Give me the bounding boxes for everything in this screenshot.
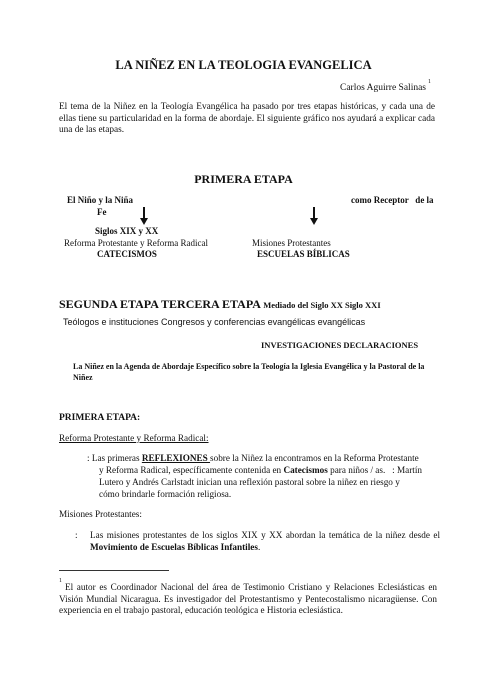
- agenda-label: La Niñez en la Agenda de Abordaje Específico sobre la Teología la Iglesia Evangélica y la Pastoral de la Niñez: [73, 362, 425, 382]
- intro-paragraph: El tema de la Niñez en la Teología Evangélica ha pasado por tres etapas históricas, y cada una de ellas tiene su particularidad en la forma de abordaje. El siguiente gráfico nos ayudará a explicar cada una de las etapas.: [59, 102, 435, 135]
- siglos-label: Siglos XIX y XX: [95, 226, 159, 236]
- p2-text: Las misiones protestantes de los siglos XIX y XX abordan la temática de la niñez desde el: [90, 530, 440, 540]
- footnote-mark: 1: [428, 79, 431, 85]
- footnote-text: El autor es Coordinador Nacional del área de Testimonio Cristiano y Relaciones Eclesiásticas en Visión Mundial Nicaragua. Es investigador del Protestantismo y Pentecostalismo nicaragüense. Con experiencia en el trabajo pastoral, educación teológica e Historia eclesiástica.: [59, 582, 437, 615]
- paragraph-2: [90, 530, 440, 553]
- reflexiones-word: REFLEXIONES: [141, 453, 211, 463]
- p1-prefix: : Las primeras: [87, 453, 142, 463]
- investigaciones-label: INVESTIGACIONES DECLARACIONES: [261, 340, 419, 350]
- misiones-subheading: Misiones Protestantes:: [59, 509, 142, 519]
- p1-l2-a: y Reforma Radical, específicamente contenida en: [99, 465, 284, 475]
- paragraph-1-line-3: Lutero y Andrés Carlstadt inician una reflexión pastoral sobre la niñez en riesgo y: [99, 477, 400, 487]
- p2-end: .: [257, 541, 261, 552]
- segunda-tercera-heading: [59, 297, 381, 312]
- receptor-label: como Receptor de la: [351, 195, 434, 205]
- movimiento-phrase: Movimiento de Escuelas Bíblicas Infantiles: [90, 541, 258, 552]
- escuelas-label: ESCUELAS BÍBLICAS: [257, 249, 350, 259]
- segunda-tercera-title: SEGUNDA ETAPA TERCERA ETAPA: [59, 297, 261, 311]
- footnote: [59, 578, 437, 617]
- p1-l2-c: para niños / as. : Martín: [327, 465, 422, 475]
- misiones-label: Misiones Protestantes: [252, 238, 331, 248]
- paragraph-1-line-2: [99, 465, 422, 475]
- footnote-divider: [59, 570, 169, 571]
- arrow-left-head: [140, 218, 148, 225]
- paragraph-1-line-1: [87, 453, 419, 463]
- section-heading: PRIMERA ETAPA:: [59, 413, 141, 423]
- segunda-period: Mediado del Siglo XX Siglo XXI: [263, 300, 381, 310]
- paragraph-1-line-4: cómo brindarle formación religiosa.: [99, 489, 232, 499]
- fe-label: Fe: [97, 207, 107, 217]
- author-label: Carlos Aguirre Salinas: [339, 83, 426, 93]
- author-name: [339, 79, 431, 93]
- footnote-number: 1: [59, 578, 62, 584]
- nino-nina-label: El Niño y la Niña: [67, 195, 134, 205]
- primera-etapa-heading: PRIMERA ETAPA: [194, 172, 293, 186]
- page-title: LA NIÑEZ EN LA TEOLOGIA EVANGELICA: [115, 58, 372, 72]
- reforma-label: Reforma Protestante y Reforma Radical: [64, 238, 208, 248]
- catecismos-label: CATECISMOS: [97, 249, 157, 259]
- p1-rest: sobre la Niñez la encontramos en la Reforma Protestante: [210, 453, 419, 463]
- reforma-subheading: Reforma Protestante y Reforma Radical:: [59, 433, 209, 443]
- arrow-right-head: [310, 218, 318, 225]
- catecismos-word: Catecismos: [283, 465, 328, 475]
- p2-colon: :: [75, 530, 78, 540]
- actors-line: Teólogos e instituciones Congresos y conferencias evangélicas evangélicas: [63, 317, 366, 327]
